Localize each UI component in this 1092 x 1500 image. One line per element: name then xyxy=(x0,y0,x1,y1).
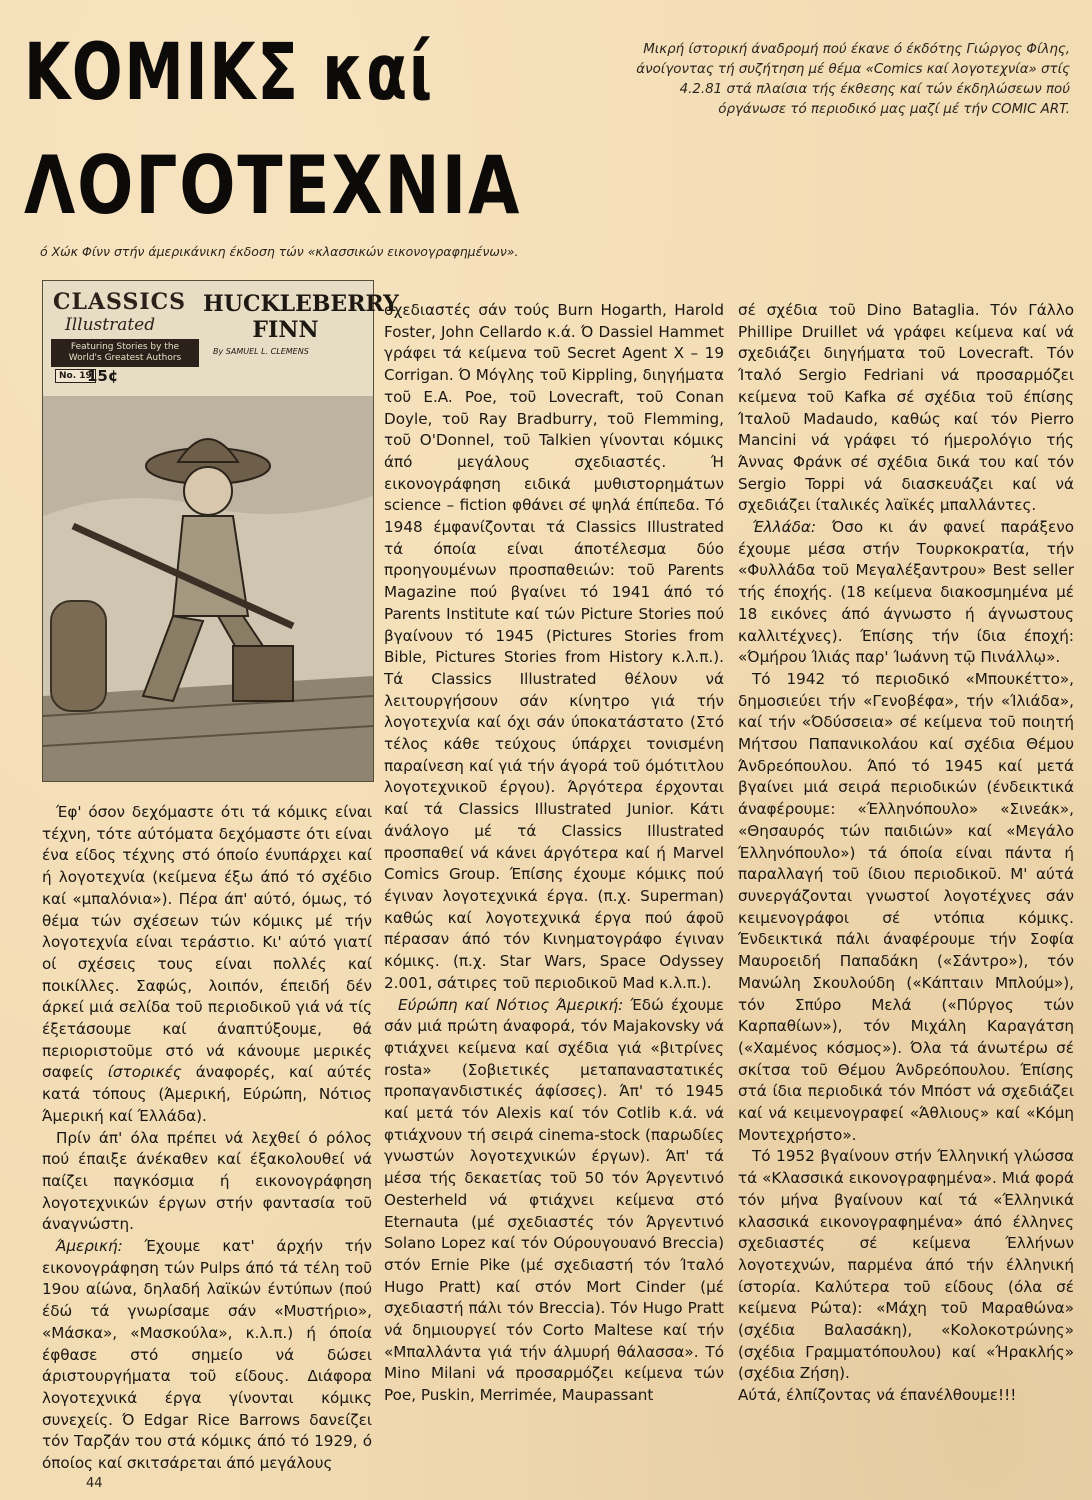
section-label: Εύρώπη καί Νότιος Άμερική: xyxy=(398,995,624,1014)
cover-illustration xyxy=(43,396,373,781)
paragraph: Τό 1942 τό περιοδικό «Μπουκέττο», δημοσιεύει τήν «Γενοβέφα», τήν «Ίλιάδα», καί τήν «Όδύσσεια» σέ κείμενα τοῦ ποιητή Μήτσου Παπανικολάου καί σχέδια Θέμου Άνδρεόπουλου. Άπό τό 1945 καί μετά βγαίνει μιά σειρά περιοδικών (ένδεικτικά άναφέρουμε: «Έλληνόπουλο» «Σινεάκ», «Θησαυρός τών παιδιών» καί «Μεγάλο Έλληνόπουλο») τά όποία είναι πάντα ή παραλλαγή τοῦ ίδιου περιοδικοῦ. Μ' αύτά συνεργάζονται γνωστοί λογοτέχνες σάν κειμενογράφοι σέ ντόπια κόμικς. Ένδεικτικά πάλι άναφέρουμε τήν Σοφία Μαυροειδή Παπαδάκη («Σάντρο»), τόν Μανώλη Σκουλούδη («Κάπταιν Μπλούμ»), τόν Σπύρο Μελά («Πύργος τών Καρπαθίων»), τόν Μιχάλη Καραγάτση («Χαμένος κόσμος»). Όλα τά άνωτέρω σέ σκίτσα τοῦ Θέμου Άνδρεόπουλου. Έπίσης στά ίδια περιοδικά τόν Μπόστ νά σχεδιάζει καί νά κειμενογραφεί «Άθλιους» καί «Κόμη Μοντεχρήστο». xyxy=(738,669,1074,1144)
paragraph: σέ σχέδια τοῦ Dino Bataglia. Τόν Γάλλο Phillipe Druillet νά γράφει κείμενα καί νά σχεδιάζει διηγήματα τοῦ Lovecraft. Τόν Ίταλό Sergio Fedriani νά προσαρμόζει κείμενα τοῦ Kafka σέ σχέδια τοῦ έπίσης Ίταλοῦ Madaudo, καθώς καί τόν Pierro Mancini νά γράφει τό ήμερολόγιο τής Άννας Φράνκ σέ σχέδια δικά του καί τόν Sergio Toppi νά διασκευάζει καί νά σχεδιάζει ίταλικές λαϊκές μπαλλάντες. xyxy=(738,301,1074,515)
closing-line: Αύτά, έλπίζοντας νά έπανέλθουμε!!! xyxy=(738,1386,1017,1405)
cover-author: By SAMUEL L. CLEMENS xyxy=(213,347,309,356)
paragraph xyxy=(738,517,1074,669)
paragraph xyxy=(384,995,724,1407)
paragraph: Τό 1952 βγαίνουν στήν Έλληνική γλώσσα τά «Κλασσικά εικονογραφημένα». Μιά φορά τόν μήνα βγαίνουν καί τά «Έλληνικά κλασσικά εικονογραφημένα» άπό έλληνες σχεδιαστές σέ κείμενα Έλλήνων λογοτεχνών, παρμένα άπό τήν έλληνική ίστορία. Καλύτερα τοῦ είδους (όλα σέ κείμενα Ρώτα): «Μάχη τοῦ Μαραθώνα» (σχέδια Βαλασάκη), «Κολοκοτρώνης» (σχέδια Γραμματόπουλου) καί «Ήρακλής» (σχέδια Ζήση). xyxy=(738,1147,1074,1383)
column-3 xyxy=(738,300,1074,1407)
cover-price: 15¢ xyxy=(87,367,119,385)
section-label: Έλλάδα: xyxy=(752,518,817,537)
cover-banner xyxy=(43,281,399,398)
column-2 xyxy=(384,300,724,1407)
cover-issue-badge: No. 19 xyxy=(55,369,96,383)
image-caption: ό Χώκ Φίνν στήν άμερικάνικη έκδοση τών «κλασσικών εικονογραφημένων». xyxy=(40,244,519,259)
emphasis-text: ίστορικές xyxy=(107,1063,182,1082)
cover-brand-sub: Illustrated xyxy=(65,315,156,335)
section-label: Άμερική: xyxy=(56,1237,123,1256)
paragraph-text: άναφορές, καί αύτές κατά τόπους (Άμερική, Εύρώπη, Νότιος Άμερική καί Έλλάδα). xyxy=(42,1063,372,1125)
intro-blurb: Μικρή ίστορική άναδρομή πού έκανε ό έκδότης Γιώργος Φίλης, άνοίγοντας τή συζήτηση μέ θέμα «Comics καί λογοτεχνία» στίς 4.2.81 στά πλαίσια τής έκθεσης καί τών έκδηλώσεων πού όργάνωσε τό περιοδικό μας μαζί μέ τήν COMIC ART. xyxy=(636,42,1070,117)
cover-brand: CLASSICS xyxy=(53,289,187,315)
comic-cover-image xyxy=(42,280,399,782)
paragraph-text: Έφ' όσον δεχόμαστε ότι τά κόμικς είναι τέχνη, τότε αύτόματα δεχόμαστε ότι είναι ένα είδος τέχνης στό όποίο ένυπάρχει καί ή λογοτεχνία (κείμενα έξω άπό τό σχέδιο καί «μπαλόνια»). Πέρα άπ' αύτό, όμως, τό θέμα τών σχέσεων τών κόμικς μέ τήν λογοτεχνία είναι τεράστιο. Κι' αύτό γιατί οί σχέσεις τους είναι πολλές καί ποικίλλες. Σαφώς, λοιπόν, έπειδή δέν άρκεί μιά σελίδα τοῦ περιοδικοῦ γιά νά τίς έξετάσουμε καί άναπτύξουμε, θά περιοριστοῦμε στό νά κάνουμε μερικές σαφείς xyxy=(42,803,372,1082)
column-1 xyxy=(42,802,372,1475)
paragraph-text: Έδώ έχουμε σάν μιά πρώτη άναφορά, τόν Majakovsky νά φτιάχνει κείμενα καί σχέδια γιά «βιτρίνες rosta» (Σοβιετικές μεταπαναστατικές προπαγανδιστικές άφίσσες). Άπ' τό 1945 καί μετά τόν Alexis καί τόν Cotlib κ.ά. νά φτιάχνουν τή σειρά cinema-stock (παρωδίες γνωστών λογοτεχνικών έργων). Άπ' τά μέσα τής δεκαετίας τοῦ 50 τόν Άργεντινό Oesterheld νά φτιάχνει κείμενα στό Eternauta (μέ σχεδιαστές τόν Άργεντινό Solano Lopez καί τόν Ούρουγουανό Breccia) στόν Ernie Pike (μέ σχεδιαστή τόν Ίταλό Hugo Pratt) καί στόν Mort Cinder (μέ σχεδιαστή πάλι τόν Breccia). Τόν Hugo Pratt νά δημιουργεί τόν Corto Maltese καί τήν «Μπαλλάντα γιά τήν άλμυρή θάλασσα». Τό Mino Milani νά προσαρμόζει κείμενα τών Poe, Puskin, Merrimée, Maupassant xyxy=(384,995,724,1405)
paragraph: Πρίν άπ' όλα πρέπει νά λεχθεί ό ρόλος πού έπαιξε άνέκαθεν καί έξακολουθεί νά παίζει παγκόσμια ή εικονογράφηση λογοτεχνικών έργων στήν φαντασία τοῦ άναγνώστη. xyxy=(42,1128,372,1234)
paragraph xyxy=(42,802,372,1128)
cover-tagline: Featuring Stories by the World's Greatest Authors xyxy=(51,339,199,367)
title-line-1: ΚΟΜΙΚΣ καί xyxy=(24,28,434,118)
article-title xyxy=(24,28,522,232)
paragraph-text: Όσο κι άν φανεί παράξενο έχουμε μέσα στήν Τουρκοκρατία, τήν «Φυλλάδα τοῦ Μεγαλέξαντρου» Best seller τής έποχής. (18 κείμενα διακοσμημένα μέ 18 εικόνες άπό άγνωστο ή άγνωστους καλλιτέχνες). Έπίσης τήν ίδια έποχή: «Όμήρου Ίλιάς παρ' Ίωάννη τῷ Πινάλλῳ». xyxy=(738,518,1074,667)
paragraph: σχεδιαστές σάν τούς Burn Hogarth, Harold Foster, John Cellardo κ.ά. Ό Dassiel Hammet γράφει τά κείμενα τοῦ Secret Agent X – 19 Corrigan. Ό Μόγλης τοῦ Kippling, διηγήματα τοῦ E.A. Poe, τοῦ Lovecraft, τοῦ Conan Doyle, τοῦ Ray Bradburry, τοῦ Flemming, τοῦ O'Donnel, τοῦ Talkien γίνονται κόμικς άπό μεγάλους σχεδιαστές. Ή εικονογράφηση ειδικά μυθιστορημάτων science – fiction φθάνει σέ ψηλά έπίπεδα. Τό 1948 έμφανίζονται τά Classics Illustrated τά όποία είναι άποτέλεσμα δύο προηγουμένων προσπαθειών: τοῦ Parents Magazine πού βγαίνει τό 1941 άπό τό Parents Institute καί τών Picture Stories πού βγαίνουν τό 1945 (Pictures Stories from Bible, Pictures Stories from History κ.λ.π.). Τά Classics Illustrated θέλουν νά λειτουργήσουν σάν κίνητρο γιά τήν λογοτεχνία καί όχι σάν ύποκατάστατο (Στό τέλος κάθε τεύχους ύπάρχει τονισμένη παραίνεση καί γιά τήν άγορά τοῦ όμότιτλου λογοτεχνικοῦ έργου). Άργότερα έρχονται καί τά Classics Illustrated Junior. Κάτι άνάλογο μέ τά Classics Illustrated προσπαθεί νά κάνει άργότερα καί ή Marvel Comics Group. Έπίσης έχουμε κόμικς πού έγιναν λογοτεχνικά έργα. (π.χ. Superman) καθώς καί λογοτεχνικά έργα πού άφοῦ πέρασαν άπό τόν Κινηματογράφο έγιναν κόμικς. (π.χ. Star Wars, Space Odyssey 2.001, σάτιρες τοῦ περιοδικοῦ Mad κ.λ.π.). xyxy=(384,301,724,992)
paragraph xyxy=(42,1236,372,1475)
paragraph-text: Έχουμε κατ' άρχήν τήν εικονογράφηση τών Pulps άπό τά τέλη τοῦ 19ου αίώνα, δηλαδή λαϊκών έντύπων (πού έδώ τά γνωρίσαμε σάν «Μυστήριο», «Μάσκα», «Μασκούλα», κ.λ.π.) ή όποία έφθασε στό σημείο νά δώσει άριστουργήματα τοῦ είδους. Διάφορα λογοτεχνικά έργα γίνονται κόμικς συνεχείς. Ό Edgar Rice Barrows δανείζει τόν Ταρζάν του στά κόμικς άπό τό 1929, ό όποίος καί σκιτσάρεται άπό μεγάλους xyxy=(42,1237,372,1473)
title-line-2: ΛΟΓΟΤΕΧΝΙΑ xyxy=(24,139,522,232)
page-number: 44 xyxy=(86,1476,103,1491)
cover-book-title: HUCKLEBERRY FINN xyxy=(203,291,399,343)
